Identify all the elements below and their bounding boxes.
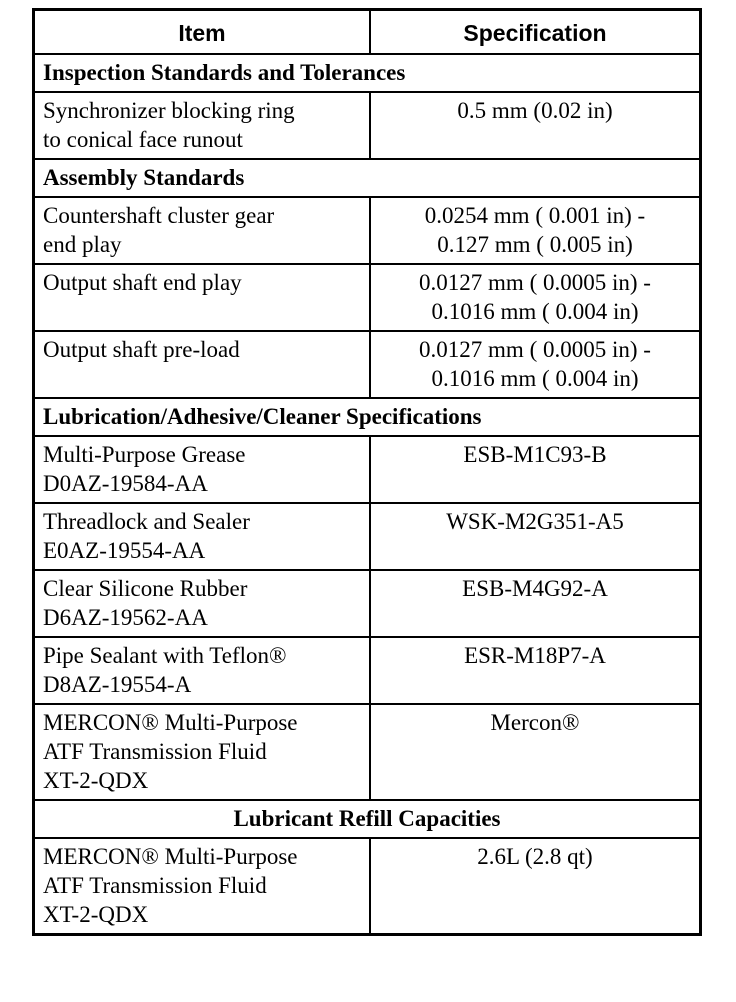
specification-line: 0.1016 mm ( 0.004 in) xyxy=(431,366,639,391)
specification-line: 0.0254 mm ( 0.001 in) - xyxy=(424,203,646,228)
item-cell xyxy=(34,92,371,159)
table-row xyxy=(34,637,701,704)
section-row xyxy=(34,398,701,436)
item-line: Countershaft cluster gear xyxy=(43,203,275,228)
item-cell xyxy=(34,637,371,704)
specification-line: 0.1016 mm ( 0.004 in) xyxy=(431,299,639,324)
specification-line: ESR-M18P7-A xyxy=(464,643,606,668)
item-line: end play xyxy=(43,232,122,257)
item-line: XT-2-QDX xyxy=(43,768,149,793)
section-row xyxy=(34,159,701,197)
specification-cell xyxy=(370,704,701,800)
item-line: Output shaft pre-load xyxy=(43,337,240,362)
item-line: Threadlock and Sealer xyxy=(43,509,250,534)
section-title: Inspection Standards and Tolerances xyxy=(34,54,701,92)
specification-line: 0.0127 mm ( 0.0005 in) - xyxy=(419,337,651,362)
table-row xyxy=(34,197,701,264)
specification-cell xyxy=(370,838,701,935)
specification-line: ESB-M1C93-B xyxy=(463,442,607,467)
table-row xyxy=(34,570,701,637)
table-row xyxy=(34,264,701,331)
specification-table xyxy=(32,8,702,936)
item-line: MERCON® Multi-Purpose xyxy=(43,844,298,869)
specification-line: 0.127 mm ( 0.005 in) xyxy=(437,232,633,257)
item-cell xyxy=(34,264,371,331)
specification-line: 0.0127 mm ( 0.0005 in) - xyxy=(419,270,651,295)
item-line: XT-2-QDX xyxy=(43,902,149,927)
specification-line: WSK-M2G351-A5 xyxy=(446,509,624,534)
table-row xyxy=(34,704,701,800)
item-line: Synchronizer blocking ring xyxy=(43,98,295,123)
header-item: Item xyxy=(34,10,371,55)
specification-cell xyxy=(370,197,701,264)
item-line: E0AZ-19554-AA xyxy=(43,538,206,563)
item-line: MERCON® Multi-Purpose xyxy=(43,710,298,735)
specification-line: ESB-M4G92-A xyxy=(462,576,608,601)
item-cell xyxy=(34,436,371,503)
item-line: D6AZ-19562-AA xyxy=(43,605,208,630)
section-row xyxy=(34,54,701,92)
item-line: Output shaft end play xyxy=(43,270,242,295)
item-cell xyxy=(34,197,371,264)
item-line: Pipe Sealant with Teflon® xyxy=(43,643,287,668)
section-title: Lubrication/Adhesive/Cleaner Specifications xyxy=(34,398,701,436)
section-row xyxy=(34,800,701,838)
item-cell xyxy=(34,503,371,570)
specification-cell xyxy=(370,637,701,704)
item-line: Multi-Purpose Grease xyxy=(43,442,246,467)
table-row xyxy=(34,92,701,159)
item-cell xyxy=(34,838,371,935)
item-cell xyxy=(34,570,371,637)
item-line: ATF Transmission Fluid xyxy=(43,873,267,898)
specification-line: 2.6L (2.8 qt) xyxy=(477,844,593,869)
specification-cell xyxy=(370,331,701,398)
item-line: Clear Silicone Rubber xyxy=(43,576,248,601)
specification-cell xyxy=(370,92,701,159)
header-row xyxy=(34,10,701,55)
item-cell xyxy=(34,704,371,800)
section-title: Lubricant Refill Capacities xyxy=(34,800,701,838)
table-row xyxy=(34,838,701,935)
item-line: to conical face runout xyxy=(43,127,243,152)
table-row xyxy=(34,503,701,570)
specification-cell xyxy=(370,436,701,503)
header-specification: Specification xyxy=(370,10,701,55)
specification-cell xyxy=(370,264,701,331)
specification-line: Mercon® xyxy=(490,710,580,735)
item-cell xyxy=(34,331,371,398)
section-title: Assembly Standards xyxy=(34,159,701,197)
table-row xyxy=(34,436,701,503)
specification-cell xyxy=(370,570,701,637)
item-line: D8AZ-19554-A xyxy=(43,672,192,697)
table-row xyxy=(34,331,701,398)
item-line: D0AZ-19584-AA xyxy=(43,471,208,496)
specification-cell xyxy=(370,503,701,570)
table-body xyxy=(34,54,701,935)
specification-line: 0.5 mm (0.02 in) xyxy=(457,98,613,123)
item-line: ATF Transmission Fluid xyxy=(43,739,267,764)
